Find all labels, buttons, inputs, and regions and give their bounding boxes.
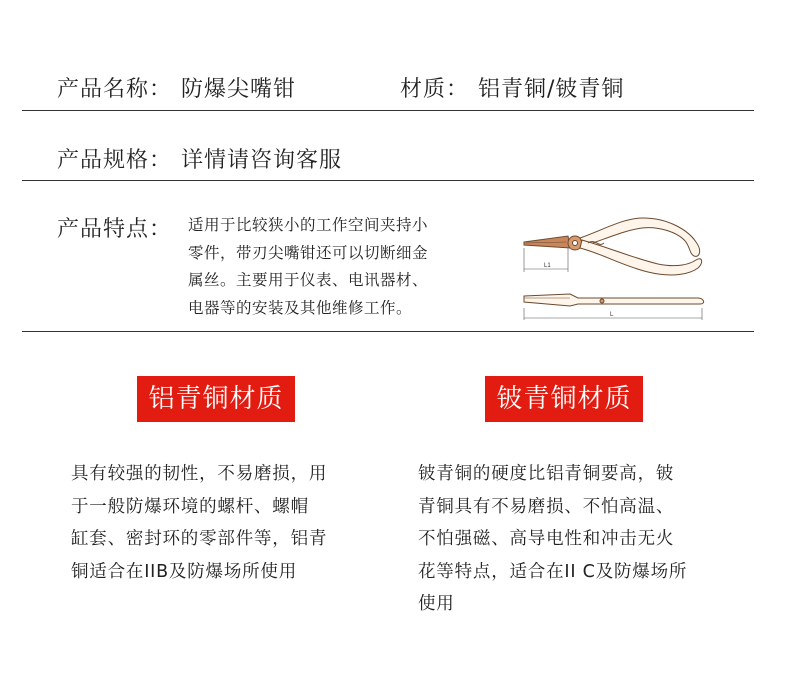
dimension-label-l: L: [610, 312, 614, 318]
features-line: 电器等的安装及其他维修工作。: [188, 298, 413, 317]
material-value: 铝青铜/铍青铜: [478, 77, 625, 102]
features-line: 适用于比较狭小的工作空间夹持小: [188, 216, 429, 234]
features-label: 产品特点：: [57, 217, 173, 242]
divider-2: [22, 180, 754, 181]
product-name-label: 产品名称：: [57, 77, 173, 102]
pliers-side-view: [524, 294, 704, 320]
spec-label: 产品规格：: [57, 148, 173, 173]
features-line: 零件，带刃尖嘴钳还可以切断细金: [188, 243, 429, 262]
aluminum-bronze-title: 铝青铜材质: [137, 376, 295, 422]
beryllium-copper-description: [418, 458, 748, 621]
material-label: 材质：: [400, 77, 470, 102]
description-line: 不怕强磁、高导电性和冲击无火: [418, 529, 675, 549]
features-line: 属丝。主要用于仪表、电讯器材、: [188, 271, 429, 289]
aluminum-bronze-description: [71, 458, 381, 588]
product-name-value: 防爆尖嘴钳: [181, 77, 297, 102]
description-line: 使用: [418, 594, 455, 614]
description-line: 花等特点，适合在II C及防爆场所: [418, 561, 688, 582]
divider-1: [22, 110, 754, 111]
pliers-diagram: [518, 212, 714, 324]
description-line: 于一般防爆环境的螺杆、螺帽: [71, 496, 309, 517]
description-line: 具有较强的韧性，不易磨损，用: [71, 464, 328, 484]
description-line: 青铜具有不易磨损、不怕高温、: [418, 496, 675, 517]
description-line: 铜适合在IIB及防爆场所使用: [71, 561, 298, 582]
spec-value: 详情请咨询客服: [181, 148, 343, 173]
description-line: 铍青铜的硬度比铝青铜要高，铍: [418, 464, 675, 484]
description-line: 缸套、密封环的零部件等，铝青: [71, 529, 328, 549]
features-text: [188, 212, 488, 322]
pliers-top-view: [524, 218, 702, 275]
divider-3: [22, 331, 754, 332]
beryllium-copper-title: 铍青铜材质: [485, 376, 643, 422]
dimension-label-l1: L1: [544, 263, 551, 269]
